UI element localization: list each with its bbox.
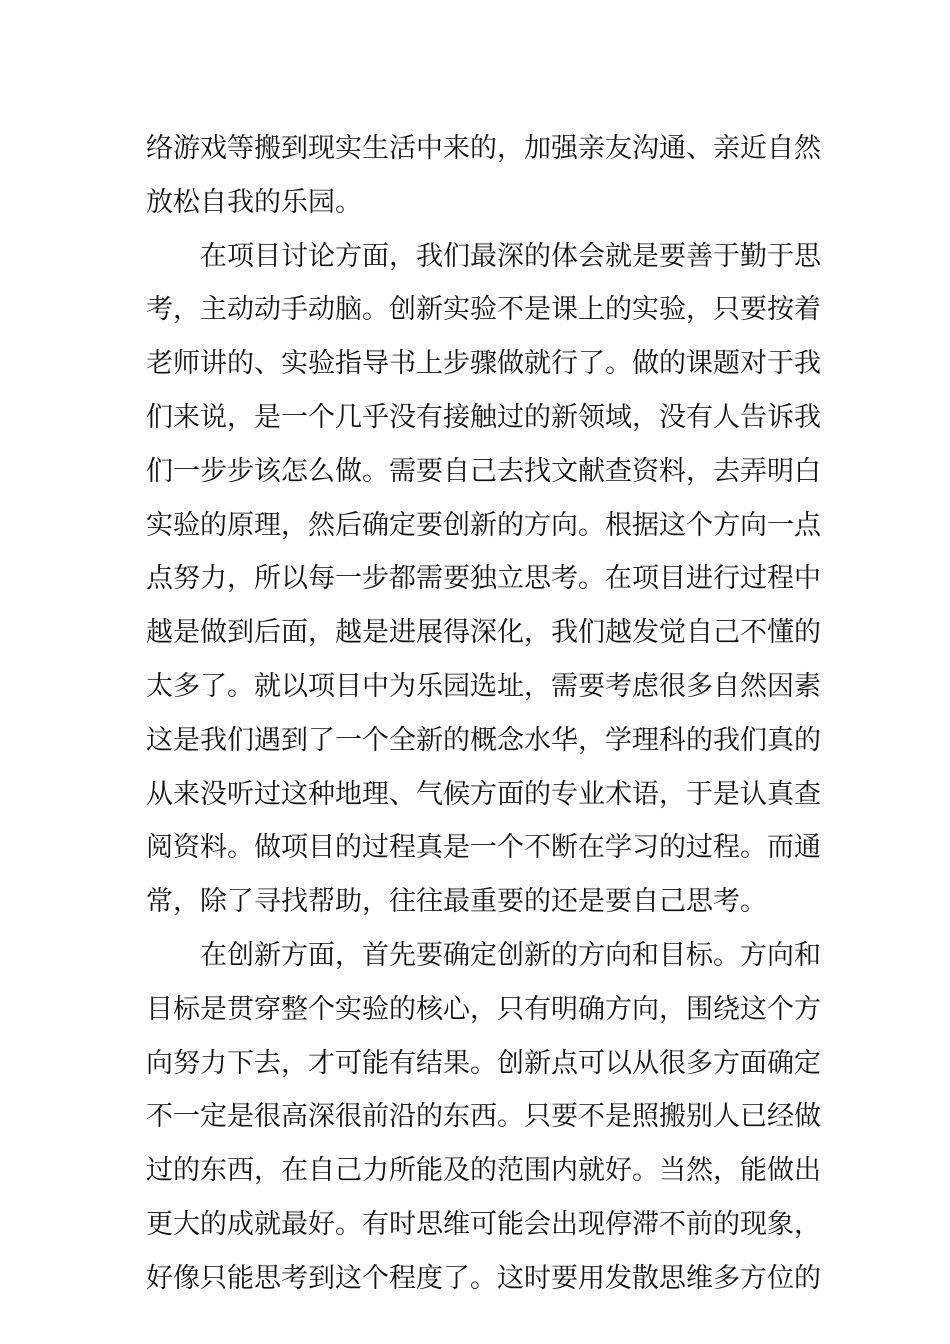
text-line: 考，主动动手动脑。创新实验不是课上的实验，只要按着 (146, 294, 821, 326)
text-line: 不一定是很高深很前沿的东西。只要不是照搬别人已经做 (146, 1101, 821, 1133)
text-line: 这是我们遇到了一个全新的概念水华，学理科的我们真的 (146, 724, 821, 756)
text-line: 老师讲的、实验指导书上步骤做就行了。做的课题对于我 (146, 348, 821, 380)
text-line: 们一步步该怎么做。需要自己去找文献查资料，去弄明白 (146, 455, 821, 487)
text-line: 越是做到后面，越是进展得深化，我们越发觉自己不懂的 (146, 617, 821, 649)
text-line: 常，除了寻找帮助，往往最重要的还是要自己思考。 (146, 886, 767, 918)
body-text (146, 122, 821, 1306)
text-line: 更大的成就最好。有时思维可能会出现停滞不前的现象， (146, 1208, 821, 1240)
text-line: 从来没听过这种地理、气候方面的专业术语，于是认真查 (146, 778, 821, 810)
text-line: 实验的原理，然后确定要创新的方向。根据这个方向一点 (146, 509, 821, 541)
text-line: 目标是贯穿整个实验的核心，只有明确方向，围绕这个方 (146, 993, 821, 1025)
text-line: 向努力下去，才可能有结果。创新点可以从很多方面确定 (146, 1047, 821, 1079)
text-line: 阅资料。做项目的过程真是一个不断在学习的过程。而通 (146, 832, 821, 864)
text-line: 们来说，是一个几乎没有接触过的新领域，没有人告诉我 (146, 401, 821, 433)
text-line: 在创新方面，首先要确定创新的方向和目标。方向和 (200, 939, 821, 971)
text-line: 点努力，所以每一步都需要独立思考。在项目进行过程中 (146, 563, 821, 595)
text-line: 好像只能思考到这个程度了。这时要用发散思维多方位的 (146, 1262, 821, 1294)
text-line: 络游戏等搬到现实生活中来的，加强亲友沟通、亲近自然 (146, 133, 821, 164)
text-line: 在项目讨论方面，我们最深的体会就是要善于勤于思 (200, 240, 821, 272)
text-line: 过的东西，在自己力所能及的范围内就好。当然，能做出 (146, 1155, 821, 1187)
text-line: 太多了。就以项目中为乐园选址，需要考虑很多自然因素 (146, 670, 821, 702)
text-line: 放松自我的乐园。 (146, 186, 362, 218)
